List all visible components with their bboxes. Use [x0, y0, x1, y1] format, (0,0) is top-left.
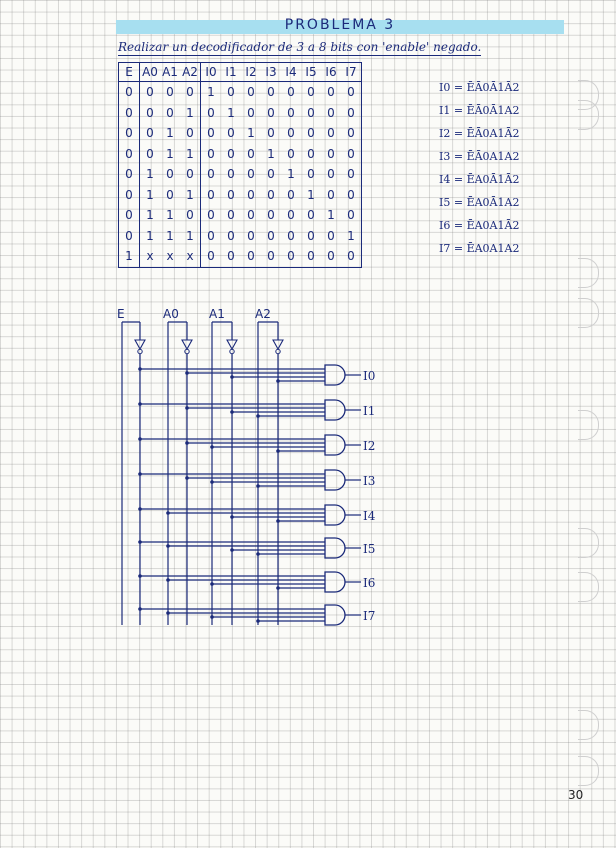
truth-header-cell: I7	[341, 63, 362, 82]
truth-cell: 1	[166, 208, 174, 223]
input-label: A1	[209, 307, 225, 321]
truth-cell: 0	[166, 187, 174, 202]
wire-junction	[185, 441, 189, 445]
truth-cell: 0	[267, 167, 275, 182]
truth-cell: 0	[347, 85, 355, 100]
truth-cell: 0	[267, 228, 275, 243]
wire-junction	[276, 449, 280, 453]
truth-cell: 0	[347, 208, 355, 223]
page-title: PROBLEMA 3	[284, 17, 396, 33]
truth-cell: 0	[166, 105, 174, 120]
truth-cell: 0	[119, 205, 140, 226]
truth-cell: x	[180, 246, 201, 267]
truth-cell: 0	[247, 249, 255, 264]
truth-cell: 1	[307, 187, 315, 202]
truth-header-cell: I5	[301, 63, 321, 82]
truth-cell: 1	[146, 208, 154, 223]
truth-cell: 0	[327, 126, 335, 141]
truth-cell: 0	[227, 146, 235, 161]
truth-cell: 0	[327, 85, 335, 100]
truth-cell: 1	[166, 228, 174, 243]
and-gate	[325, 470, 345, 490]
truth-cell: 1	[146, 187, 154, 202]
wire-junction	[138, 574, 142, 578]
wire-junction	[138, 507, 142, 511]
equation-lhs: I4 =	[439, 173, 467, 186]
equation-lhs: I6 =	[439, 219, 467, 232]
truth-cell: 0	[347, 105, 355, 120]
equation-lhs: I1 =	[439, 104, 467, 117]
truth-cell: 0	[207, 105, 215, 120]
problem-statement-text: Realizar un decodificador de 3 a 8 bits con 'enable' negado.	[118, 40, 482, 54]
wire-junction	[230, 515, 234, 519]
and-gate	[325, 538, 345, 558]
truth-header-cell: I2	[241, 63, 261, 82]
truth-cell: 0	[227, 228, 235, 243]
truth-cell: 0	[247, 187, 255, 202]
truth-cell: 0	[307, 126, 315, 141]
truth-cell: 0	[227, 167, 235, 182]
truth-cell: 0	[146, 105, 154, 120]
wire-junction	[185, 371, 189, 375]
truth-cell: 0	[119, 144, 140, 165]
equation-term: Ē	[466, 173, 475, 186]
inverter-gate	[227, 340, 237, 349]
wire-junction	[256, 619, 260, 623]
equation-term: A2	[504, 242, 520, 255]
truth-cell: 1	[207, 85, 215, 100]
truth-cell: 1	[347, 228, 355, 243]
wire-junction	[230, 410, 234, 414]
output-label: I1	[363, 404, 376, 418]
wire-junction	[138, 437, 142, 441]
truth-cell: 0	[119, 103, 140, 124]
truth-cell: 0	[327, 228, 335, 243]
wire-junction	[166, 611, 170, 615]
input-label: A2	[255, 307, 271, 321]
truth-cell: 0	[227, 249, 235, 264]
output-label: I4	[363, 509, 376, 523]
equation-term: A0	[474, 219, 490, 232]
wire-junction	[256, 484, 260, 488]
and-gate	[325, 505, 345, 525]
truth-cell: 0	[307, 105, 315, 120]
wire-junction	[230, 548, 234, 552]
equation-term: A2	[504, 104, 520, 117]
equation-lhs: I0 =	[439, 81, 467, 94]
input-label: A0	[163, 307, 179, 321]
truth-header-cell: I1	[221, 63, 241, 82]
truth-cell: 0	[119, 164, 140, 185]
truth-cell: 0	[327, 146, 335, 161]
equation-term: Ē	[466, 104, 475, 117]
equation-term: A1	[489, 150, 505, 163]
equation-term: Ē	[466, 219, 475, 232]
truth-cell: 0	[267, 85, 275, 100]
truth-header-cell: A0	[140, 63, 161, 82]
truth-cell: x	[146, 249, 154, 264]
and-gate	[325, 435, 345, 455]
equation-term: Ā2	[504, 219, 520, 232]
truth-cell: 0	[180, 205, 201, 226]
equation-term: Ā2	[504, 173, 520, 186]
equation-term: Ā1	[489, 196, 505, 209]
truth-cell: 1	[287, 167, 295, 182]
inverter-gate	[135, 340, 145, 349]
truth-header-cell: I6	[321, 63, 341, 82]
and-gate	[325, 365, 345, 385]
wire-junction	[138, 402, 142, 406]
truth-cell: 1	[267, 146, 275, 161]
equation-term: Ē	[466, 127, 475, 140]
equation-term: Ē	[466, 196, 475, 209]
truth-cell: 0	[166, 167, 174, 182]
truth-cell: 0	[207, 249, 215, 264]
output-label: I7	[363, 609, 376, 623]
truth-cell: 0	[287, 85, 295, 100]
truth-cell: 0	[347, 187, 355, 202]
truth-cell: 0	[347, 126, 355, 141]
wire-junction	[230, 375, 234, 379]
truth-cell: 0	[287, 105, 295, 120]
wire-junction	[166, 578, 170, 582]
truth-cell: x	[166, 249, 174, 264]
wire-junction	[210, 615, 214, 619]
equation-term: Ē	[466, 150, 475, 163]
output-label: I5	[363, 542, 376, 556]
truth-cell: 1	[146, 228, 154, 243]
wire-junction	[210, 582, 214, 586]
truth-cell: 0	[119, 185, 140, 206]
truth-cell: 0	[327, 187, 335, 202]
truth-cell: 0	[119, 82, 140, 103]
truth-cell: 0	[267, 187, 275, 202]
and-gate	[325, 605, 345, 625]
equation-lhs: I3 =	[439, 150, 467, 163]
truth-cell: 0	[227, 126, 235, 141]
and-gate	[325, 400, 345, 420]
wire-junction	[276, 519, 280, 523]
truth-cell: 0	[327, 167, 335, 182]
truth-cell: 0	[119, 123, 140, 144]
truth-cell: 0	[247, 146, 255, 161]
wire-junction	[166, 544, 170, 548]
truth-cell: 1	[247, 126, 255, 141]
wire-junction	[256, 552, 260, 556]
truth-cell: 0	[227, 187, 235, 202]
equation-lhs: I5 =	[439, 196, 467, 209]
wire-junction	[166, 511, 170, 515]
truth-cell: 0	[247, 208, 255, 223]
equation-term: Ā1	[489, 81, 505, 94]
truth-cell: 0	[347, 146, 355, 161]
wire-junction	[276, 586, 280, 590]
truth-cell: 0	[166, 85, 174, 100]
equation-term: A2	[504, 150, 520, 163]
truth-cell: 0	[287, 126, 295, 141]
truth-cell: 0	[307, 249, 315, 264]
truth-cell: 1	[180, 185, 201, 206]
truth-cell: 0	[119, 226, 140, 247]
wire-junction	[185, 406, 189, 410]
truth-cell: 0	[267, 208, 275, 223]
equation-term: Ā0	[474, 150, 490, 163]
equation-term: Ā0	[474, 104, 490, 117]
truth-header-cell: I4	[281, 63, 301, 82]
truth-cell: 0	[307, 85, 315, 100]
truth-cell: 0	[307, 167, 315, 182]
truth-cell: 0	[347, 167, 355, 182]
output-label: I2	[363, 439, 376, 453]
truth-cell: 0	[247, 167, 255, 182]
equation-term: Ē	[466, 242, 475, 255]
output-label: I3	[363, 474, 376, 488]
truth-cell: 0	[227, 208, 235, 223]
truth-cell: 0	[287, 187, 295, 202]
truth-cell: 0	[207, 167, 215, 182]
truth-cell: 0	[267, 126, 275, 141]
truth-cell: 0	[327, 105, 335, 120]
truth-cell: 0	[307, 146, 315, 161]
equation-lhs: I7 =	[439, 242, 467, 255]
truth-cell: 0	[287, 228, 295, 243]
equation-term: A1	[489, 242, 505, 255]
equation-term: Ē	[466, 81, 475, 94]
truth-cell: 0	[287, 146, 295, 161]
truth-cell: 0	[247, 105, 255, 120]
truth-cell: 0	[247, 85, 255, 100]
wire-junction	[138, 607, 142, 611]
truth-cell: 0	[287, 249, 295, 264]
truth-cell: 0	[247, 228, 255, 243]
truth-cell: 1	[180, 144, 201, 165]
truth-cell: 0	[327, 249, 335, 264]
equation-term: A1	[489, 219, 505, 232]
equation-term: Ā1	[489, 104, 505, 117]
wire-junction	[256, 414, 260, 418]
truth-cell: 0	[207, 126, 215, 141]
wire-junction	[138, 367, 142, 371]
wire-junction	[210, 480, 214, 484]
equation-term: Ā0	[474, 81, 490, 94]
and-gate	[325, 572, 345, 592]
wire-junction	[185, 476, 189, 480]
equation-term: Ā2	[504, 127, 520, 140]
truth-cell: 0	[207, 146, 215, 161]
inverter-gate	[182, 340, 192, 349]
truth-cell: 1	[327, 208, 335, 223]
wire-junction	[138, 540, 142, 544]
wire-junction	[210, 445, 214, 449]
truth-cell: 1	[180, 103, 201, 124]
truth-cell: 0	[347, 249, 355, 264]
truth-cell: 0	[180, 82, 201, 103]
truth-cell: 1	[227, 105, 235, 120]
input-label: E	[117, 307, 125, 321]
truth-header-cell: E	[119, 63, 140, 82]
truth-cell: 0	[287, 208, 295, 223]
equation-term: Ā2	[504, 81, 520, 94]
output-label: I0	[363, 369, 376, 383]
truth-header-cell: I3	[261, 63, 281, 82]
equation-term: A0	[474, 242, 490, 255]
truth-cell: 1	[146, 167, 154, 182]
equation-term: A1	[489, 127, 505, 140]
truth-header-cell: A1	[160, 63, 180, 82]
truth-cell: 1	[166, 126, 174, 141]
truth-cell: 0	[146, 126, 154, 141]
truth-cell: 0	[207, 228, 215, 243]
truth-cell: 0	[207, 208, 215, 223]
equation-term: A2	[504, 196, 520, 209]
truth-cell: 0	[146, 85, 154, 100]
truth-header-cell: I0	[201, 63, 222, 82]
truth-cell: 0	[180, 164, 201, 185]
truth-cell: 0	[227, 85, 235, 100]
truth-cell: 1	[119, 246, 140, 267]
page-number: 30	[568, 788, 584, 802]
output-label: I6	[363, 576, 376, 590]
truth-cell: 0	[267, 249, 275, 264]
truth-cell: 0	[146, 146, 154, 161]
truth-cell: 0	[180, 123, 201, 144]
wire-junction	[138, 472, 142, 476]
equation-term: Ā1	[489, 173, 505, 186]
truth-cell: 0	[207, 187, 215, 202]
equation-term: Ā0	[474, 127, 490, 140]
equation-lhs: I2 =	[439, 127, 467, 140]
truth-cell: 0	[267, 105, 275, 120]
wire-junction	[276, 379, 280, 383]
equation-term: A0	[474, 196, 490, 209]
truth-header-cell: A2	[180, 63, 201, 82]
truth-cell: 0	[307, 228, 315, 243]
truth-cell: 0	[307, 208, 315, 223]
inverter-gate	[273, 340, 283, 349]
truth-cell: 1	[166, 146, 174, 161]
equation-term: A0	[474, 173, 490, 186]
truth-cell: 1	[180, 226, 201, 247]
